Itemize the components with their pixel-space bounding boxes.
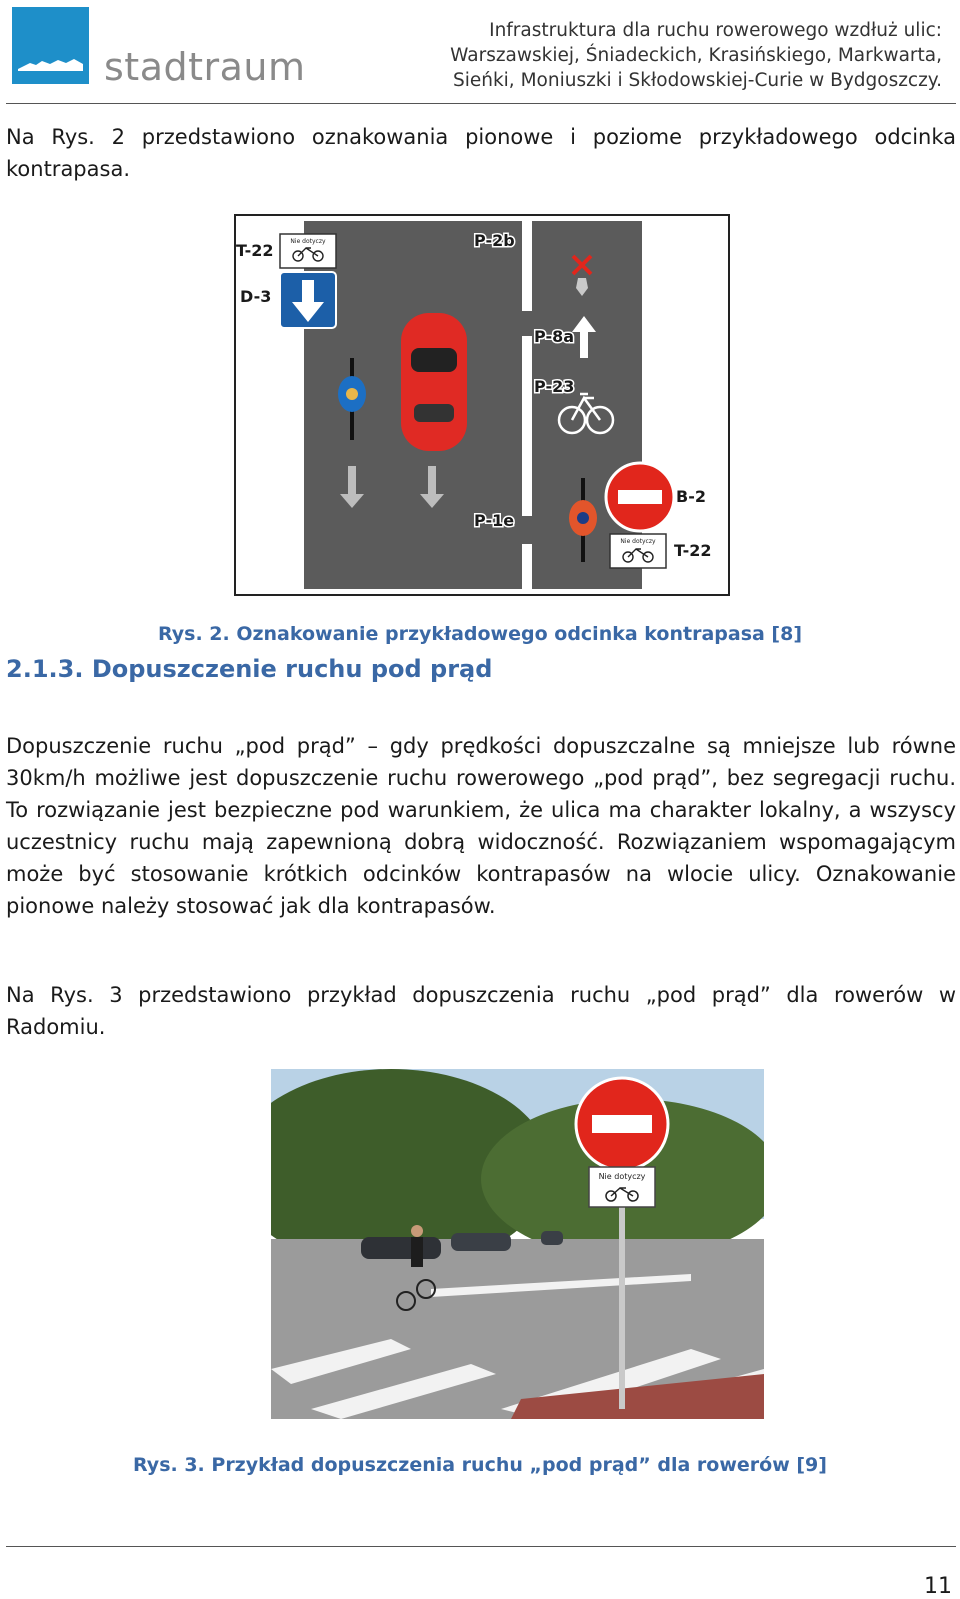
label-p2b: P-2b (474, 231, 515, 250)
document-title-line: Infrastruktura dla ruchu rowerowego wzdłuż ulic: (489, 20, 942, 41)
figure3-caption: Rys. 3. Przykład dopuszczenia ruchu „pod prąd” dla rowerów [9] (133, 1454, 827, 1476)
stadtraum-logo-icon (12, 7, 89, 84)
label-p1e: P-1e (474, 511, 515, 530)
figure2-caption: Rys. 2. Oznakowanie przykładowego odcinka kontrapasa [8] (157, 623, 803, 645)
label-d3: D-3 (240, 287, 272, 306)
b2-no-entry-sign-icon (576, 1078, 668, 1170)
footer-divider (6, 1546, 956, 1547)
document-title (382, 18, 942, 93)
intro-paragraph: Na Rys. 2 przedstawiono oznakowania pionowe i poziome przykładowego odcinka kontrapasa. (6, 125, 956, 181)
plate-text: Nie dotyczy (620, 538, 656, 545)
label-p8a: P-8a (534, 327, 575, 346)
plate-text: Nie dotyczy (598, 1172, 646, 1181)
section-heading (6, 655, 492, 683)
header-divider (6, 103, 956, 104)
plate-text: Nie dotyczy (290, 238, 326, 245)
page-number: 11 (924, 1574, 952, 1599)
section-title: Dopuszczenie ruchu pod prąd (91, 655, 493, 683)
figure-radom-photo (271, 1069, 764, 1419)
body-paragraph: Dopuszczenie ruchu „pod prąd” – gdy prędkości dopuszczalne są mniejsze lub równe 30km/h możliwe jest dopuszczenie ruchu rowerowego „pod prąd”, bez segregacji ruchu. To rozwiązanie jest bezpieczne pod warunkiem, że ulica ma charakter lokalny, a wszyscy uczestnicy ruchu mają zapewnioną dobrą widoczność. Rozwiązaniem wspomagającym może być stosowanie krótkich odcinków kontrapasów na wlocie ulicy. Oznakowanie pionowe należy stosować jak dla kontrapasów. (6, 734, 956, 918)
logo-wordmark: stadtraum (104, 45, 306, 89)
second-paragraph: Na Rys. 3 przedstawiono przykład dopuszczenia ruchu „pod prąd” dla rowerów w Radomiu. (6, 983, 956, 1039)
label-p23: P-23 (534, 377, 575, 396)
page-header (0, 0, 960, 104)
sign-pole (619, 1199, 625, 1409)
label-t22-top: T-22 (236, 241, 274, 260)
section-number: 2.1.3. (6, 655, 84, 683)
document-title-line: Sieńki, Moniuszki i Skłodowskiej-Curie w Bydgoszczy. (452, 70, 942, 91)
b2-no-entry-sign-icon (606, 463, 674, 531)
centre-line-segment (522, 544, 532, 594)
document-title-line: Warszawskiej, Śniadeckich, Krasińskiego, Markwarta, (450, 45, 942, 66)
car-icon (401, 313, 467, 451)
centre-line-segment (522, 221, 532, 311)
centre-line-segment (522, 336, 532, 516)
label-b2: B-2 (676, 487, 706, 506)
label-t22-bottom: T-22 (674, 541, 712, 560)
figure-contraflow-diagram (234, 214, 730, 596)
